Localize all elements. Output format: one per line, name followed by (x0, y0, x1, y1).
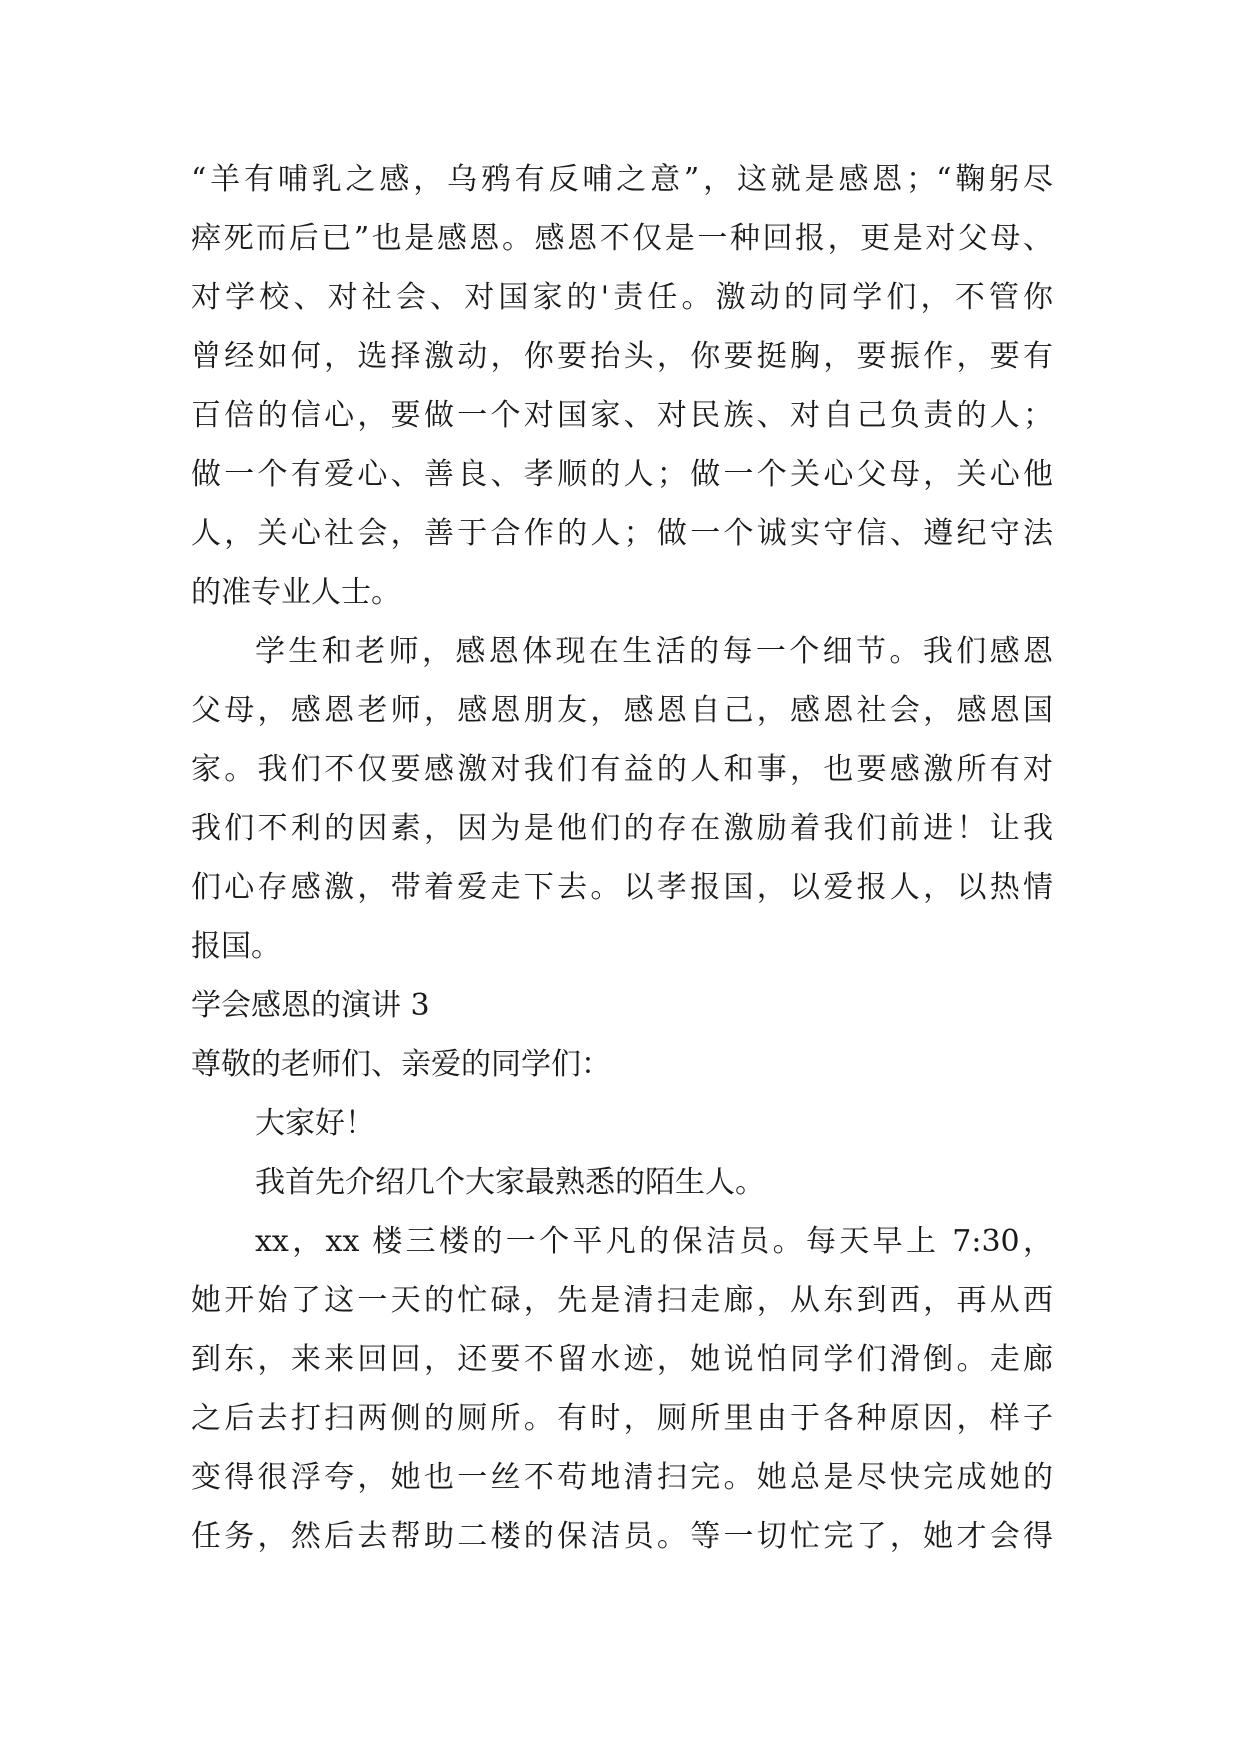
text-line: 的准专业人士。 (191, 575, 401, 610)
text-line: 家。我们不仅要感激对我们有益的人和事，也要感激所有对 (191, 752, 1053, 787)
text-line: 百倍的信心，要做一个对国家、对民族、对自己负责的人； (191, 398, 1053, 433)
text-line: 人，关心社会，善于合作的人；做一个诚实守信、遵纪守法 (191, 516, 1053, 551)
text-line: 瘁死而后已”也是感恩。感恩不仅是一种回报，更是对父母、 (191, 221, 1053, 256)
document-body (191, 150, 1053, 1566)
text-line: “羊有哺乳之感，乌鸦有反哺之意”，这就是感恩；“鞠躬尽 (191, 162, 1053, 197)
text-line: 她开始了这一天的忙碌，先是清扫走廊，从东到西，再从西 (191, 1283, 1053, 1318)
section-title: 学会感恩的演讲 3 (191, 988, 430, 1023)
text-line: 曾经如何，选择激动，你要抬头，你要挺胸，要振作，要有 (191, 339, 1053, 374)
greeting: 大家好！ (255, 1106, 375, 1141)
text-line: 做一个有爱心、善良、孝顺的人；做一个关心父母，关心他 (191, 457, 1053, 492)
text-line: 对学校、对社会、对国家的'责任。激动的同学们，不管你 (191, 280, 1053, 315)
text-line: 到东，来来回回，还要不留水迹，她说怕同学们滑倒。走廊 (191, 1342, 1053, 1377)
text-line: 们心存感激，带着爱走下去。以孝报国，以爱报人，以热情 (191, 870, 1053, 905)
text-line: 报国。 (191, 929, 281, 964)
text-line: 之后去打扫两侧的厕所。有时，厕所里由于各种原因，样子 (191, 1401, 1053, 1436)
text-line: 任务，然后去帮助二楼的保洁员。等一切忙完了，她才会得 (191, 1519, 1053, 1554)
text-line: xx，xx 楼三楼的一个平凡的保洁员。每天早上 7:30， (255, 1224, 1053, 1259)
text-line: 父母，感恩老师，感恩朋友，感恩自己，感恩社会，感恩国 (191, 693, 1053, 728)
text-line: 变得很浮夸，她也一丝不苟地清扫完。她总是尽快完成她的 (191, 1460, 1053, 1495)
text-line: 学生和老师，感恩体现在生活的每一个细节。我们感恩 (255, 634, 1053, 669)
text-line: 我们不利的因素，因为是他们的存在激励着我们前进！让我 (191, 811, 1053, 846)
text-line: 我首先介绍几个大家最熟悉的陌生人。 (255, 1165, 765, 1200)
salutation: 尊敬的老师们、亲爱的同学们： (191, 1047, 611, 1082)
